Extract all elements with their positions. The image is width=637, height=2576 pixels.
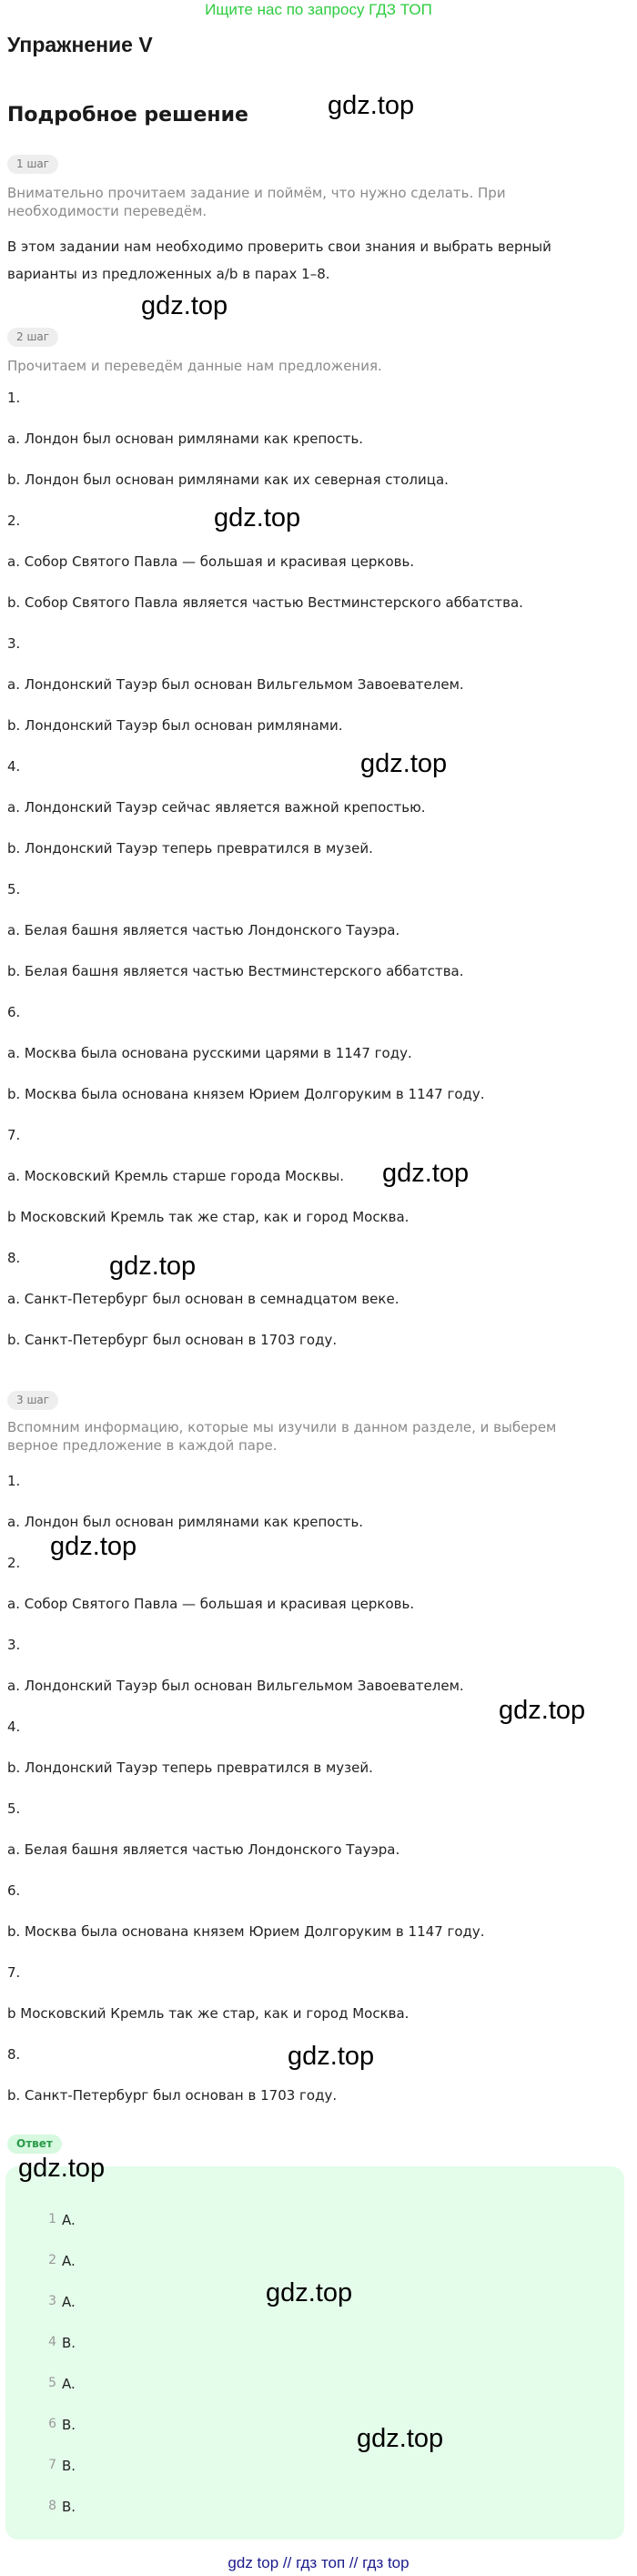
sentence-line: b Московский Кремль так же стар, как и город Москва. [7,2005,410,2022]
watermark: gdz.top [499,1696,586,1725]
sentence-line: 5. [7,1800,21,1817]
sentence-line: a. Белая башня является частью Лондонского Тауэра. [7,922,400,938]
answer-value: A. [62,2376,76,2392]
sentence-line: a. Лондонский Тауэр был основан Вильгельмом Завоевателем. [7,676,464,693]
sentence-line: b. Собор Святого Павла является частью Вестминстерского аббатства. [7,594,523,611]
sentence-line: b. Лондонский Тауэр был основан римлянами. [7,717,343,734]
answer-number: 2 [48,2253,56,2267]
sentence-line: 2. [7,512,21,529]
sentence-line: 7. [7,1964,21,1981]
answer-number: 5 [48,2376,56,2390]
sentence-line: b. Лондонский Тауэр теперь превратился в музей. [7,840,373,857]
answer-number: 6 [48,2417,56,2431]
step-badge: 2 шаг [7,328,58,347]
sentence-line: b. Белая башня является частью Вестминстерского аббатства. [7,963,464,979]
footer-links[interactable]: gdz top // гдз топ // гдз top [228,2554,410,2571]
sentence-line: a. Лондон был основан римлянами как крепость. [7,431,364,447]
sentence-line: 3. [7,635,21,652]
watermark: gdz.top [50,1532,137,1561]
watermark: gdz.top [360,749,448,778]
sentence-line: a. Лондон был основан римлянами как крепость. [7,1514,364,1530]
answer-value: B. [62,2458,76,2474]
watermark: gdz.top [109,1252,197,1281]
sentence-line: a. Московский Кремль старше города Москвы. [7,1168,345,1184]
sentence-line: b Московский Кремль так же стар, как и город Москва. [7,1209,410,1225]
step-intro: Прочитаем и переведём данные нам предложения. [7,358,382,374]
page-title: Упражнение V [7,33,153,56]
answer-value: A. [62,2212,76,2228]
answer-value: B. [62,2335,76,2351]
answer-number: 8 [48,2499,56,2513]
sentence-line: b. Санкт-Петербург был основан в 1703 году. [7,2087,338,2104]
answer-value: A. [62,2253,76,2269]
sentence-line: a. Собор Святого Павла — большая и красивая церковь. [7,553,415,570]
watermark: gdz.top [18,2154,106,2183]
sentence-line: b. Москва была основана князем Юрием Долгоруким в 1147 году. [7,1086,485,1102]
step-intro: Внимательно прочитаем задание и поймём, что нужно сделать. При необходимости переведём. [7,185,506,219]
sentence-line: 8. [7,2046,21,2063]
answer-value: B. [62,2417,76,2433]
answer-badge: Ответ [7,2135,62,2154]
answer-number: 4 [48,2335,56,2349]
sentence-line: a. Санкт-Петербург был основан в семнадцатом веке. [7,1291,399,1307]
answer-value: A. [62,2294,76,2310]
sentence-line: 6. [7,1004,21,1020]
watermark: gdz.top [328,91,415,120]
watermark: gdz.top [214,503,301,532]
sentence-line: a. Лондонский Тауэр был основан Вильгельмом Завоевателем. [7,1678,464,1694]
sentence-line: 6. [7,1882,21,1899]
sentence-line: 5. [7,881,21,898]
sentence-line: b. Москва была основана князем Юрием Долгоруким в 1147 году. [7,1923,485,1940]
step-text: В этом задании нам необходимо проверить свои знания и выбрать верный варианты из предложенных a/b в парах 1–8. [7,238,551,282]
sentence-line: b. Санкт-Петербург был основан в 1703 году. [7,1332,338,1348]
watermark: gdz.top [288,2042,375,2071]
step-badge: 1 шаг [7,155,58,174]
sentence-line: a. Лондонский Тауэр сейчас является важной крепостью. [7,799,426,816]
solution-heading: Подробное решение [7,104,248,127]
answer-value: B. [62,2499,76,2515]
watermark: gdz.top [266,2278,353,2307]
sentence-line: a. Собор Святого Павла — большая и красивая церковь. [7,1596,415,1612]
search-banner[interactable]: Ищите нас по запросу ГДЗ ТОП [205,1,432,18]
sentence-line: 4. [7,1719,21,1735]
answer-number: 7 [48,2458,56,2472]
answer-number: 1 [48,2212,56,2226]
sentence-line: 4. [7,758,21,775]
watermark: gdz.top [141,291,228,320]
sentence-line: 3. [7,1637,21,1653]
step-intro: Вспомним информацию, которые мы изучили в данном разделе, и выберем верное предложение в каждой паре. [7,1419,557,1454]
answer-box [5,2166,624,2540]
sentence-line: 8. [7,1250,21,1266]
step-badge: 3 шаг [7,1391,58,1410]
sentence-line: a. Белая башня является частью Лондонского Тауэра. [7,1841,400,1858]
sentence-line: 1. [7,1473,21,1489]
sentence-line: 2. [7,1555,21,1571]
sentence-line: 7. [7,1127,21,1143]
watermark: gdz.top [382,1159,470,1188]
sentence-line: b. Лондонский Тауэр теперь превратился в музей. [7,1760,373,1776]
answer-number: 3 [48,2294,56,2308]
sentence-line: b. Лондон был основан римлянами как их северная столица. [7,472,449,488]
sentence-line: a. Москва была основана русскими царями в 1147 году. [7,1045,412,1061]
sentence-line: 1. [7,390,21,406]
watermark: gdz.top [357,2424,444,2453]
